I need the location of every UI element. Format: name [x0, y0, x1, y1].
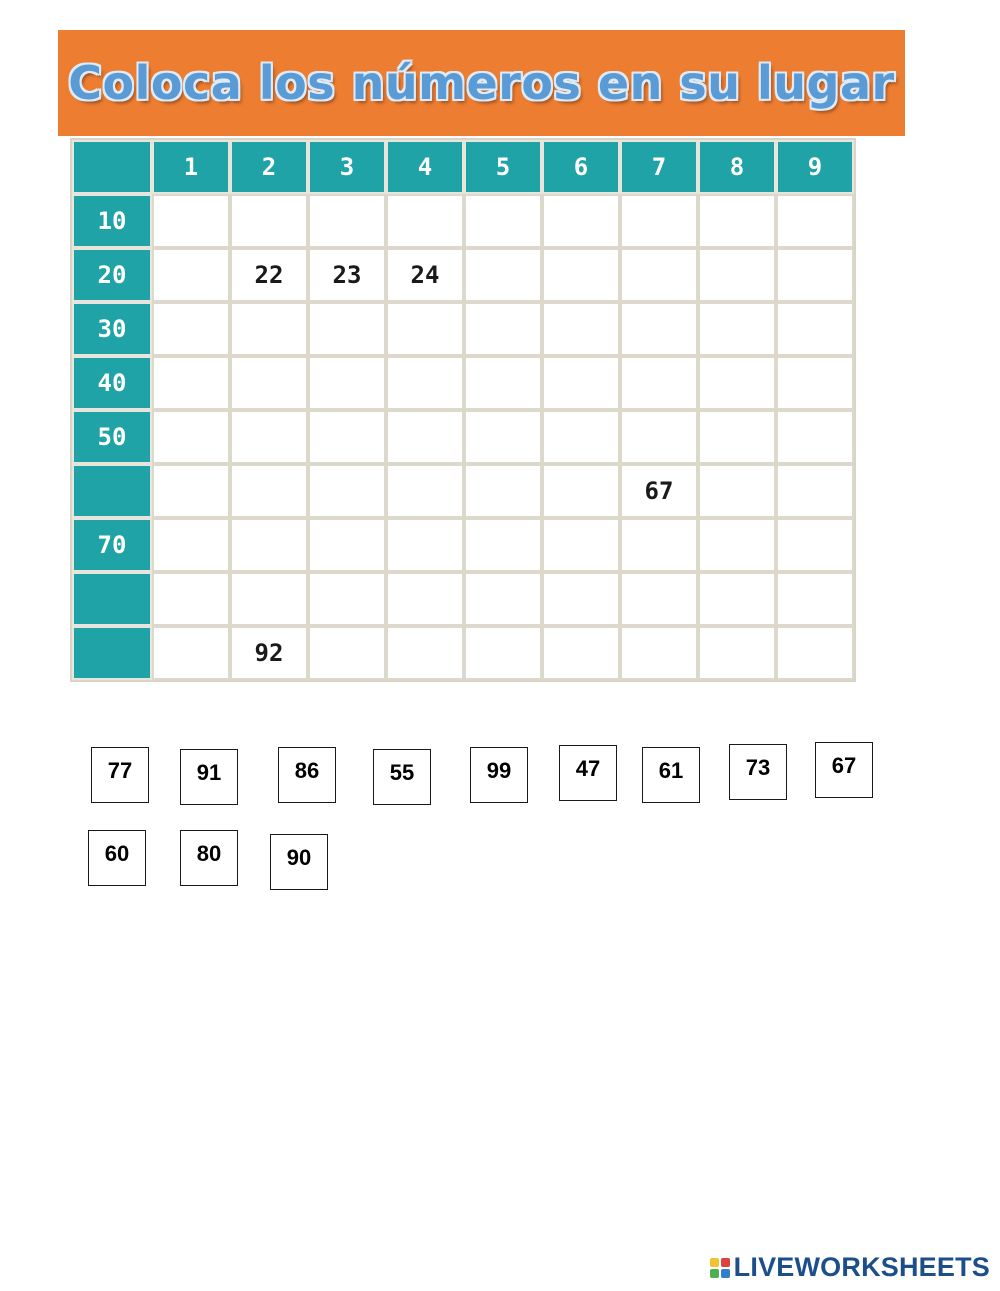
column-header: 6 [542, 140, 620, 194]
grid-row [72, 410, 854, 464]
grid-cell[interactable] [776, 194, 854, 248]
column-header: 5 [464, 140, 542, 194]
grid-cell[interactable] [542, 248, 620, 302]
grid-header-row [72, 140, 854, 194]
logo-square-1 [710, 1258, 719, 1267]
grid-cell[interactable] [698, 410, 776, 464]
grid-cell[interactable] [308, 626, 386, 680]
grid-cell[interactable] [386, 194, 464, 248]
grid-cell[interactable] [698, 302, 776, 356]
grid-cell[interactable] [542, 572, 620, 626]
grid-cell[interactable] [152, 356, 230, 410]
number-tile[interactable]: 47 [559, 745, 617, 801]
grid-cell[interactable] [620, 410, 698, 464]
grid-cell[interactable] [308, 410, 386, 464]
row-header: 40 [72, 356, 152, 410]
number-tile[interactable]: 80 [180, 830, 238, 886]
grid-cell[interactable] [464, 572, 542, 626]
number-tile[interactable]: 99 [470, 747, 528, 803]
grid-cell[interactable] [230, 464, 308, 518]
grid-cell[interactable] [620, 248, 698, 302]
logo-square-3 [710, 1269, 719, 1278]
grid-cell[interactable] [698, 518, 776, 572]
number-tile[interactable]: 86 [278, 747, 336, 803]
grid-cell[interactable] [698, 572, 776, 626]
row-header: 70 [72, 518, 152, 572]
liveworksheets-brand [710, 1252, 990, 1283]
logo-square-4 [721, 1269, 730, 1278]
grid-cell[interactable] [308, 518, 386, 572]
grid-corner-cell [72, 140, 152, 194]
grid-cell[interactable] [542, 626, 620, 680]
grid-cell[interactable] [386, 302, 464, 356]
grid-cell[interactable] [542, 410, 620, 464]
grid-cell[interactable] [776, 302, 854, 356]
number-tile[interactable]: 91 [180, 749, 238, 805]
grid-row [72, 572, 854, 626]
column-header: 4 [386, 140, 464, 194]
column-header: 2 [230, 140, 308, 194]
grid-cell[interactable] [230, 194, 308, 248]
grid-cell[interactable] [386, 572, 464, 626]
grid-cell[interactable] [464, 356, 542, 410]
grid-cell[interactable] [542, 302, 620, 356]
grid-cell[interactable] [542, 356, 620, 410]
row-header: 30 [72, 302, 152, 356]
grid-cell[interactable] [464, 410, 542, 464]
grid-cell[interactable] [542, 518, 620, 572]
grid-cell[interactable]: 23 [308, 248, 386, 302]
column-header: 9 [776, 140, 854, 194]
row-header: 20 [72, 248, 152, 302]
grid-cell[interactable] [464, 626, 542, 680]
grid-cell[interactable] [386, 626, 464, 680]
page-title: Coloca los números en su lugar [68, 56, 895, 110]
grid-cell[interactable] [230, 356, 308, 410]
grid-row [72, 356, 854, 410]
number-tile[interactable]: 61 [642, 747, 700, 803]
grid-cell[interactable] [698, 626, 776, 680]
number-tile[interactable]: 60 [88, 830, 146, 886]
grid-cell[interactable] [620, 356, 698, 410]
grid-cell[interactable] [698, 464, 776, 518]
grid-cell[interactable] [230, 410, 308, 464]
grid-cell[interactable] [776, 356, 854, 410]
grid-cell[interactable] [542, 464, 620, 518]
row-header [72, 626, 152, 680]
grid-cell[interactable] [152, 626, 230, 680]
grid-cell[interactable] [542, 194, 620, 248]
grid-cell[interactable] [464, 248, 542, 302]
grid-cell[interactable] [230, 572, 308, 626]
grid-cell[interactable] [698, 194, 776, 248]
grid-cell[interactable] [152, 302, 230, 356]
number-tile[interactable]: 55 [373, 749, 431, 805]
grid-row [72, 518, 854, 572]
number-tile[interactable]: 67 [815, 742, 873, 798]
grid-cell[interactable] [464, 302, 542, 356]
grid-row [72, 464, 854, 518]
number-tile[interactable]: 73 [729, 744, 787, 800]
grid-cell[interactable] [386, 410, 464, 464]
grid-row [72, 626, 854, 680]
row-header [72, 464, 152, 518]
grid-cell[interactable] [386, 356, 464, 410]
grid-cell[interactable] [698, 356, 776, 410]
column-header: 7 [620, 140, 698, 194]
grid-cell[interactable] [776, 626, 854, 680]
number-tile[interactable]: 90 [270, 834, 328, 890]
grid-cell[interactable] [152, 248, 230, 302]
logo-square-2 [721, 1258, 730, 1267]
grid-cell[interactable] [308, 194, 386, 248]
column-header: 3 [308, 140, 386, 194]
grid-cell[interactable] [464, 464, 542, 518]
grid-cell[interactable] [152, 464, 230, 518]
grid-cell[interactable] [464, 194, 542, 248]
brand-name: LIVEWORKSHEETS [733, 1252, 990, 1282]
grid-cell[interactable] [152, 572, 230, 626]
grid-cell[interactable] [620, 572, 698, 626]
grid-cell[interactable] [152, 518, 230, 572]
grid-cell[interactable] [230, 518, 308, 572]
column-header: 8 [698, 140, 776, 194]
row-header [72, 572, 152, 626]
grid-cell[interactable] [620, 518, 698, 572]
column-header: 1 [152, 140, 230, 194]
grid-cell[interactable] [152, 410, 230, 464]
grid-cell[interactable] [620, 626, 698, 680]
grid-cell[interactable] [386, 464, 464, 518]
grid-cell[interactable] [776, 572, 854, 626]
grid-body [72, 194, 854, 680]
grid-cell[interactable] [308, 464, 386, 518]
grid-cell[interactable]: 67 [620, 464, 698, 518]
number-tile[interactable]: 77 [91, 747, 149, 803]
number-grid [70, 138, 856, 682]
grid-cell[interactable] [776, 518, 854, 572]
grid-cell[interactable] [620, 194, 698, 248]
grid-cell[interactable] [698, 248, 776, 302]
grid-cell[interactable]: 24 [386, 248, 464, 302]
grid-cell[interactable] [308, 302, 386, 356]
grid-cell[interactable] [308, 356, 386, 410]
grid-cell[interactable] [776, 464, 854, 518]
title-banner [58, 30, 905, 136]
row-header: 50 [72, 410, 152, 464]
grid-cell[interactable] [230, 302, 308, 356]
grid-cell[interactable]: 92 [230, 626, 308, 680]
grid-cell[interactable] [620, 302, 698, 356]
row-header: 10 [72, 194, 152, 248]
grid-cell[interactable] [776, 410, 854, 464]
grid-cell[interactable] [464, 518, 542, 572]
grid-row [72, 248, 854, 302]
grid-cell[interactable]: 22 [230, 248, 308, 302]
grid-row [72, 302, 854, 356]
grid-cell[interactable] [308, 572, 386, 626]
grid-cell[interactable] [386, 518, 464, 572]
grid-cell[interactable] [776, 248, 854, 302]
grid-cell[interactable] [152, 194, 230, 248]
liveworksheets-logo-icon [710, 1258, 730, 1278]
grid-row [72, 194, 854, 248]
